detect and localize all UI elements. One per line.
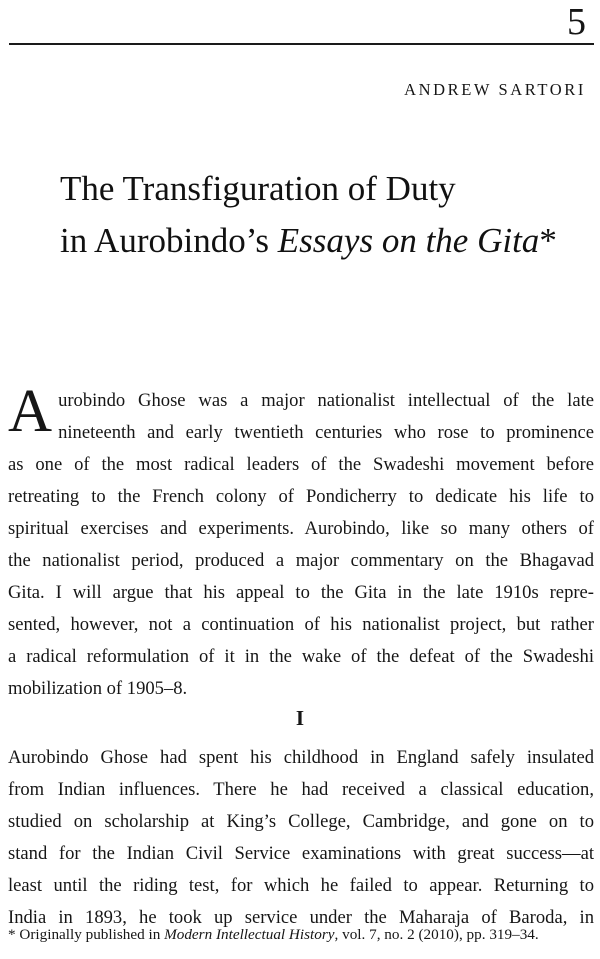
paragraph-1-line: sented, however, not a continuation of his nationalist project, but rather <box>8 614 594 635</box>
title-line-1: The Transfiguration of Duty <box>60 169 456 208</box>
paragraph-1-line: the nationalist period, produced a major commentary on the Bhagavad <box>8 550 594 571</box>
footnote <box>8 924 596 946</box>
paragraph-2 <box>8 742 594 934</box>
footnote-prefix: Originally published in <box>15 926 165 943</box>
chapter-title <box>60 163 580 267</box>
author-name: ANDREW SARTORI <box>404 80 586 99</box>
section-heading: I <box>295 706 305 730</box>
chapter-number: 5 <box>567 1 586 43</box>
paragraph-2-line: India in 1893, he took up service under the Maharaja of Baroda, in <box>8 907 594 928</box>
header-rule <box>9 43 594 45</box>
paragraph-2-line: from Indian influences. There he had received a classical education, <box>8 779 594 800</box>
paragraph-2-line: stand for the Indian Civil Service examinations with great success—at <box>8 843 594 864</box>
title-footnote-mark: * <box>539 221 557 260</box>
paragraph-2-line: least until the riding test, for which he failed to appear. Returning to <box>8 875 594 896</box>
title-line-2-italic: Essays on the Gita <box>277 221 540 260</box>
paragraph-1-line: as one of the most radical leaders of the Swadeshi movement before <box>8 454 594 475</box>
paragraph-1-line: Gita. I will argue that his appeal to the Gita in the late 1910s repre- <box>8 582 594 603</box>
paragraph-1-line: spiritual exercises and experiments. Aurobindo, like so many others of <box>8 518 594 539</box>
title-line-2-plain: in Aurobindo’s <box>60 221 278 260</box>
footnote-mark: * <box>8 926 16 943</box>
paragraph-1-line: a radical reformulation of it in the wake of the defeat of the Swadeshi <box>8 646 594 667</box>
drop-cap: A <box>8 378 53 445</box>
paragraph-1-line: nineteenth and early twentieth centuries who rose to prominence <box>58 422 594 443</box>
paragraph-1-line: retreating to the French colony of Pondicherry to dedicate his life to <box>8 486 594 507</box>
paragraph-1-line: mobilization of 1905–8. <box>8 678 188 699</box>
paragraph-2-line: studied on scholarship at King’s College, Cambridge, and gone on to <box>8 811 594 832</box>
paragraph-1-line: urobindo Ghose was a major nationalist intellectual of the late <box>58 390 594 411</box>
paragraph-1 <box>8 378 594 705</box>
footnote-journal: Modern Intellectual History <box>164 926 335 943</box>
paragraph-2-line: Aurobindo Ghose had spent his childhood in England safely insulated <box>8 747 594 768</box>
footnote-suffix: , vol. 7, no. 2 (2010), pp. 319–34. <box>334 926 539 943</box>
title-line-2 <box>60 215 580 267</box>
